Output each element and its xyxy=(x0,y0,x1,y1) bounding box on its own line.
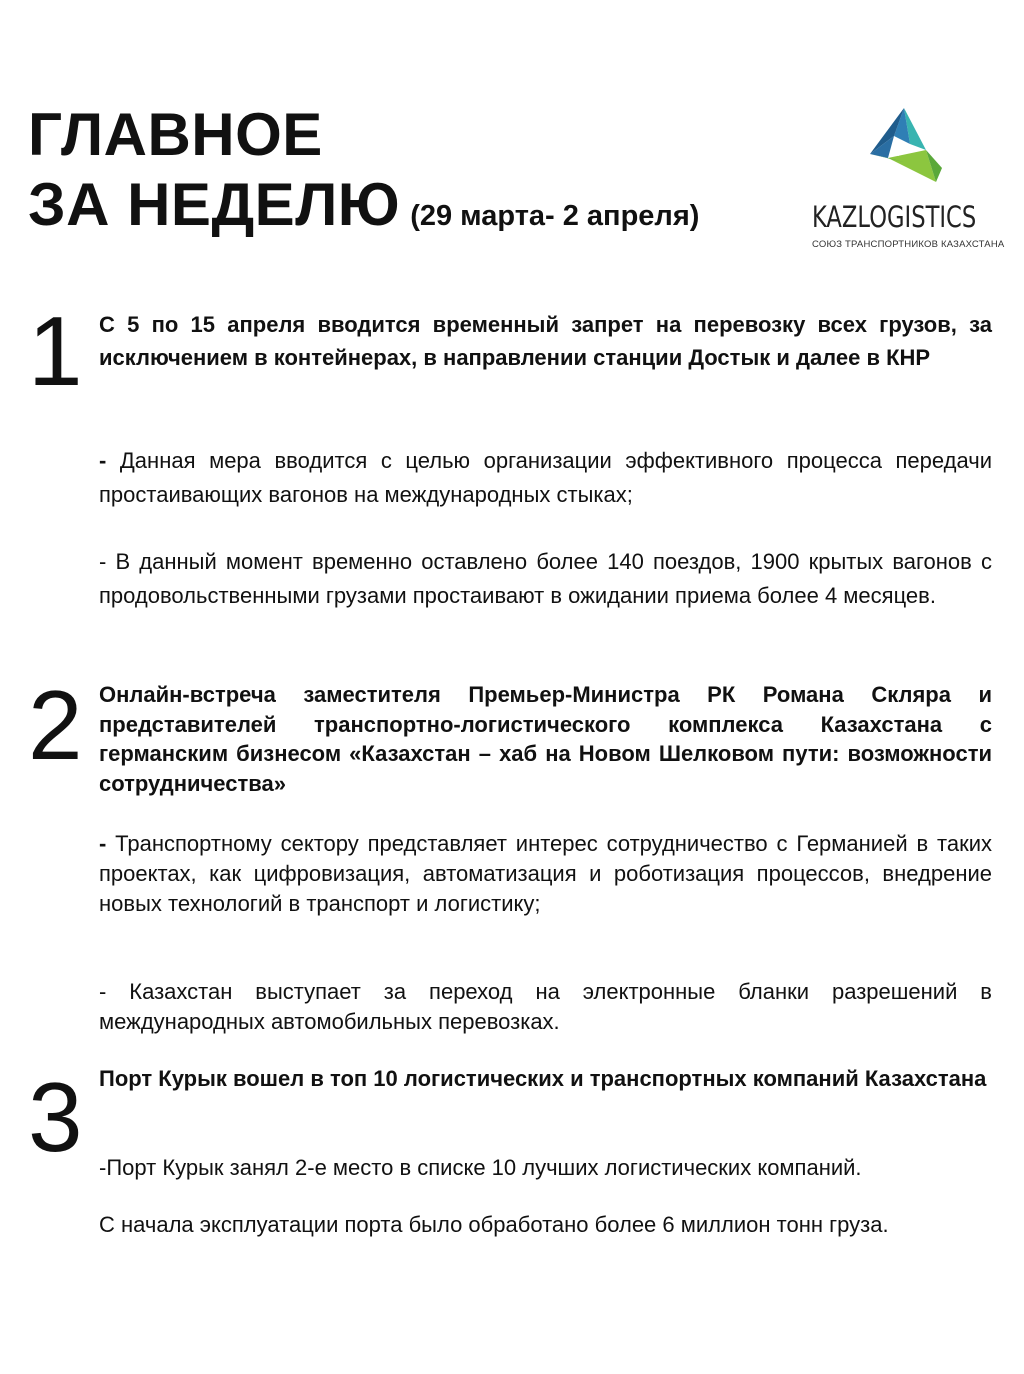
item-1-paragraph-2 xyxy=(99,545,992,613)
paragraph-text: С начала эксплуатации порта было обработано более 6 миллион тонн груза. xyxy=(99,1212,889,1237)
item-3-paragraph-2 xyxy=(99,1210,992,1240)
date-range: (29 марта- 2 апреля) xyxy=(410,200,700,232)
item-2-paragraph-2 xyxy=(99,977,992,1037)
item-headline-2: Онлайн-встреча заместителя Премьер-Министра РК Романа Скляра и представителей транспортно-логистического комплекса Казахстана с германским бизнесом «Казахстан – хаб на Новом Шелковом пути: возможности сотрудничества» xyxy=(99,682,992,796)
bullet-dash: - xyxy=(99,831,107,856)
item-headline-1: С 5 по 15 апреля вводится временный запрет на перевозку всех грузов, за исключением в контейнерах, в направлении станции Достык и далее в КНР xyxy=(99,312,992,370)
logo-subtitle: СОЮЗ ТРАНСПОРТНИКОВ КАЗАХСТАНА xyxy=(812,239,1005,250)
title-line-2 xyxy=(28,170,699,251)
title-line-1: ГЛАВНОЕ xyxy=(28,101,323,168)
item-number-1: 1 xyxy=(28,296,83,406)
item-headline-3: Порт Курык вошел в топ 10 логистических и транспортных компаний Казахстана xyxy=(99,1066,987,1091)
item-1-paragraph-1 xyxy=(99,444,992,512)
item-2-paragraph-1 xyxy=(99,829,992,919)
paragraph-text: -Порт Курык занял 2-е место в списке 10 лучших логистических компаний. xyxy=(99,1155,862,1180)
paragraph-text: Транспортному сектору представляет интерес сотрудничество с Германией в таких проектах, как цифровизация, автоматизация и роботизация процессов, внедрение новых технологий в транспорт и логистику; xyxy=(99,831,992,916)
triangle-logo-icon xyxy=(864,106,944,186)
item-number-2: 2 xyxy=(28,670,83,780)
item-3-paragraph-1 xyxy=(99,1153,992,1183)
bullet-dash: - xyxy=(99,448,107,473)
paragraph-text: Данная мера вводится с целью организации эффективного процесса передачи простаивающих вагонов на международных стыках; xyxy=(99,448,992,507)
item-number-3: 3 xyxy=(28,1062,83,1172)
page-title xyxy=(28,100,699,251)
paragraph-text: - В данный момент временно оставлено более 140 поездов, 1900 крытых вагонов с продовольственными грузами простаивают в ожидании приема более 4 месяцев. xyxy=(99,549,992,608)
kazlogistics-logo xyxy=(806,106,1005,256)
logo-wordmark: KAZLOGISTICS xyxy=(812,200,977,234)
paragraph-text: - Казахстан выступает за переход на электронные бланки разрешений в международных автомобильных перевозках. xyxy=(99,979,992,1034)
title-line-2-text: ЗА НЕДЕЛЮ xyxy=(28,171,401,238)
